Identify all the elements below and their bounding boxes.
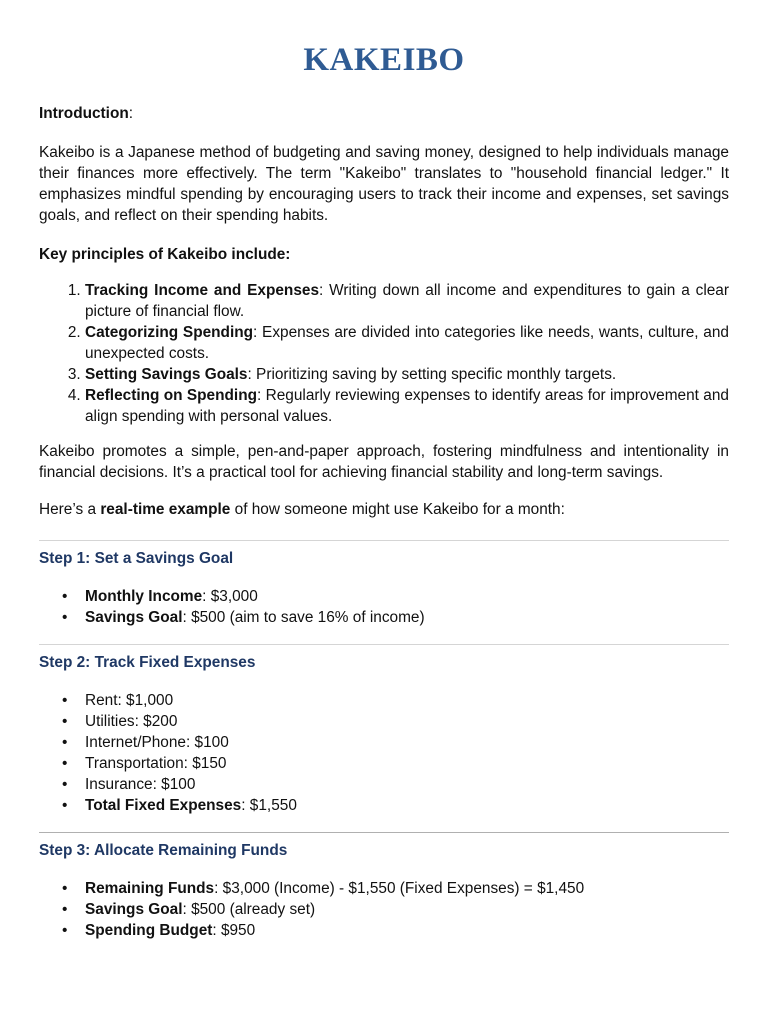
bullet-icon: • (62, 797, 68, 814)
bullet-icon: • (62, 901, 68, 918)
list-item: • Insurance: $100 (62, 776, 196, 793)
bullet-icon: • (62, 880, 68, 897)
principle-item: 3. Setting Savings Goals: Prioritizing saving by setting specific monthly targets. (85, 364, 729, 385)
introduction-heading (39, 103, 729, 124)
principle-item: 2. Categorizing Spending: Expenses are divided into categories like needs, wants, culture, and unexpected costs. (85, 322, 729, 364)
list-item: • Savings Goal: $500 (already set) (62, 901, 316, 918)
bullet-icon: • (62, 755, 68, 772)
step-1-list (39, 586, 729, 628)
principle-item: 4. Reflecting on Spending: Regularly reviewing expenses to identify areas for improvement and align spending with personal values. (85, 385, 729, 427)
section-divider (39, 644, 729, 645)
list-item: • Savings Goal: $500 (aim to save 16% of income) (62, 609, 425, 626)
step-2-heading: Step 2: Track Fixed Expenses (39, 654, 256, 671)
document-title: KAKEIBO (303, 42, 465, 78)
introduction-label: Introduction (39, 105, 129, 122)
bullet-icon: • (62, 922, 68, 939)
step-3-list (39, 878, 729, 941)
step-1-heading: Step 1: Set a Savings Goal (39, 550, 234, 567)
summary-paragraph: Kakeibo promotes a simple, pen-and-paper approach, fostering mindfulness and intentionality in financial decisions. It’s a practical tool for achieving financial stability and long-term savings. (39, 443, 729, 481)
list-item: • Total Fixed Expenses: $1,550 (62, 797, 297, 814)
bullet-icon: • (62, 734, 68, 751)
principles-list (39, 280, 729, 427)
principle-item: 1. Tracking Income and Expenses: Writing down all income and expenditures to gain a clear picture of financial flow. (85, 280, 729, 322)
bullet-icon: • (62, 609, 68, 626)
list-item: • Internet/Phone: $100 (62, 734, 229, 751)
introduction-paragraph: Kakeibo is a Japanese method of budgeting and saving money, designed to help individuals manage their finances more effectively. The term "Kakeibo" translates to "household financial ledger." It emphasizes mindful spending by encouraging users to track their income and expenses, set savings goals, and reflect on their spending habits. (39, 144, 729, 224)
bullet-icon: • (62, 713, 68, 730)
section-divider (39, 540, 729, 541)
bullet-icon: • (62, 776, 68, 793)
step-3-heading: Step 3: Allocate Remaining Funds (39, 842, 288, 859)
bullet-icon: • (62, 588, 68, 605)
list-item: • Rent: $1,000 (62, 692, 174, 709)
section-divider (39, 832, 729, 833)
list-item: • Spending Budget: $950 (62, 922, 256, 939)
list-item: • Monthly Income: $3,000 (62, 588, 258, 605)
introduction-colon: : (128, 105, 134, 122)
list-item: • Utilities: $200 (62, 713, 178, 730)
principles-heading: Key principles of Kakeibo include: (39, 246, 291, 263)
list-item: • Remaining Funds: $3,000 (Income) - $1,550 (Fixed Expenses) = $1,450 (62, 880, 585, 897)
list-item: • Transportation: $150 (62, 755, 227, 772)
step-2-list (39, 690, 729, 816)
example-intro: Here’s a real-time example of how someone might use Kakeibo for a month: (39, 501, 565, 518)
bullet-icon: • (62, 692, 68, 709)
